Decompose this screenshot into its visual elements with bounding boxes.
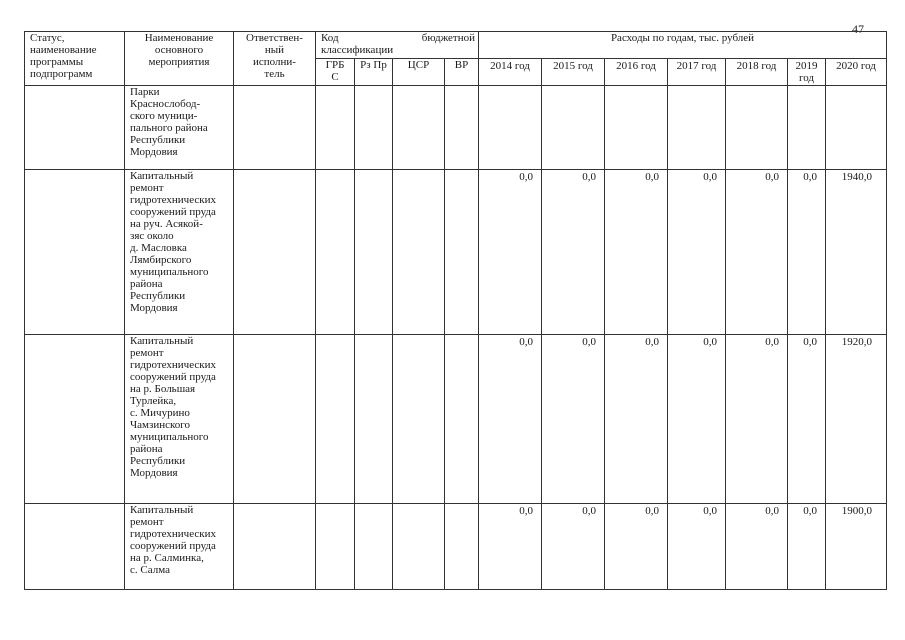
value-2016: 0,0: [605, 335, 668, 504]
value-2019: 0,0: [788, 504, 826, 590]
value-2020: 1900,0: [826, 504, 887, 590]
value-2019: 0,0: [788, 170, 826, 335]
row-name: Капитальный ремонт гидротехнических сооружений пруда на р. Большая Турлейка, с. Мичурино Чамзинского муниципального района Республики Мордовия: [125, 335, 234, 504]
row-name: Капитальный ремонт гидротехнических сооружений пруда на р. Салминка, с. Салма: [125, 504, 234, 590]
value-2019: [788, 86, 826, 170]
value-2020: [826, 86, 887, 170]
value-2014: 0,0: [479, 335, 542, 504]
header-row-1: [25, 32, 887, 59]
header-year-2015: 2015 год: [542, 59, 605, 86]
page-number: 47: [852, 22, 864, 36]
value-2018: [726, 86, 788, 170]
value-2015: 0,0: [542, 335, 605, 504]
value-2020: 1940,0: [826, 170, 887, 335]
header-expenses: Расходы по годам, тыс. рублей: [479, 32, 887, 59]
header-responsible: Ответствен- ный исполни- тель: [234, 32, 316, 86]
header-year-2019: 2019 год: [788, 59, 826, 86]
table-row: [25, 335, 887, 504]
header-year-2020: 2020 год: [826, 59, 887, 86]
header-code-left: Код: [321, 32, 339, 44]
value-2015: [542, 86, 605, 170]
value-2017: 0,0: [668, 335, 726, 504]
row-name: Капитальный ремонт гидротехнических сооружений пруда на руч. Асякой- зяс около д. Масловка Лямбирского муниципального района Республики Мордовия: [125, 170, 234, 335]
value-2018: 0,0: [726, 335, 788, 504]
budget-table: [24, 31, 887, 590]
header-csr: ЦСР: [393, 59, 445, 86]
header-name: Наименование основного мероприятия: [125, 32, 234, 86]
header-year-2016: 2016 год: [605, 59, 668, 86]
value-2014: 0,0: [479, 504, 542, 590]
header-grbs: ГРБ С: [316, 59, 355, 86]
table-row: [25, 504, 887, 590]
value-2017: 0,0: [668, 504, 726, 590]
header-vr: ВР: [445, 59, 479, 86]
header-year-2018: 2018 год: [726, 59, 788, 86]
table-row: [25, 86, 887, 170]
value-2017: 0,0: [668, 170, 726, 335]
header-status: Статус, наименование программы подпрограмм: [25, 32, 125, 86]
value-2016: [605, 86, 668, 170]
value-2016: 0,0: [605, 504, 668, 590]
value-2015: 0,0: [542, 504, 605, 590]
value-2016: 0,0: [605, 170, 668, 335]
table-row: [25, 170, 887, 335]
header-rzpr: Рз Пр: [355, 59, 393, 86]
value-2020: 1920,0: [826, 335, 887, 504]
value-2015: 0,0: [542, 170, 605, 335]
row-name: Парки Краснослобод- ского муници- пального района Республики Мордовия: [125, 86, 234, 170]
header-code-line2: классификации: [321, 44, 394, 56]
value-2014: 0,0: [479, 170, 542, 335]
value-2017: [668, 86, 726, 170]
value-2014: [479, 86, 542, 170]
value-2019: 0,0: [788, 335, 826, 504]
header-code-right: бюджетной: [421, 32, 475, 44]
value-2018: 0,0: [726, 170, 788, 335]
header-year-2014: 2014 год: [479, 59, 542, 86]
value-2018: 0,0: [726, 504, 788, 590]
header-year-2017: 2017 год: [668, 59, 726, 86]
header-budget-code: [316, 32, 479, 59]
